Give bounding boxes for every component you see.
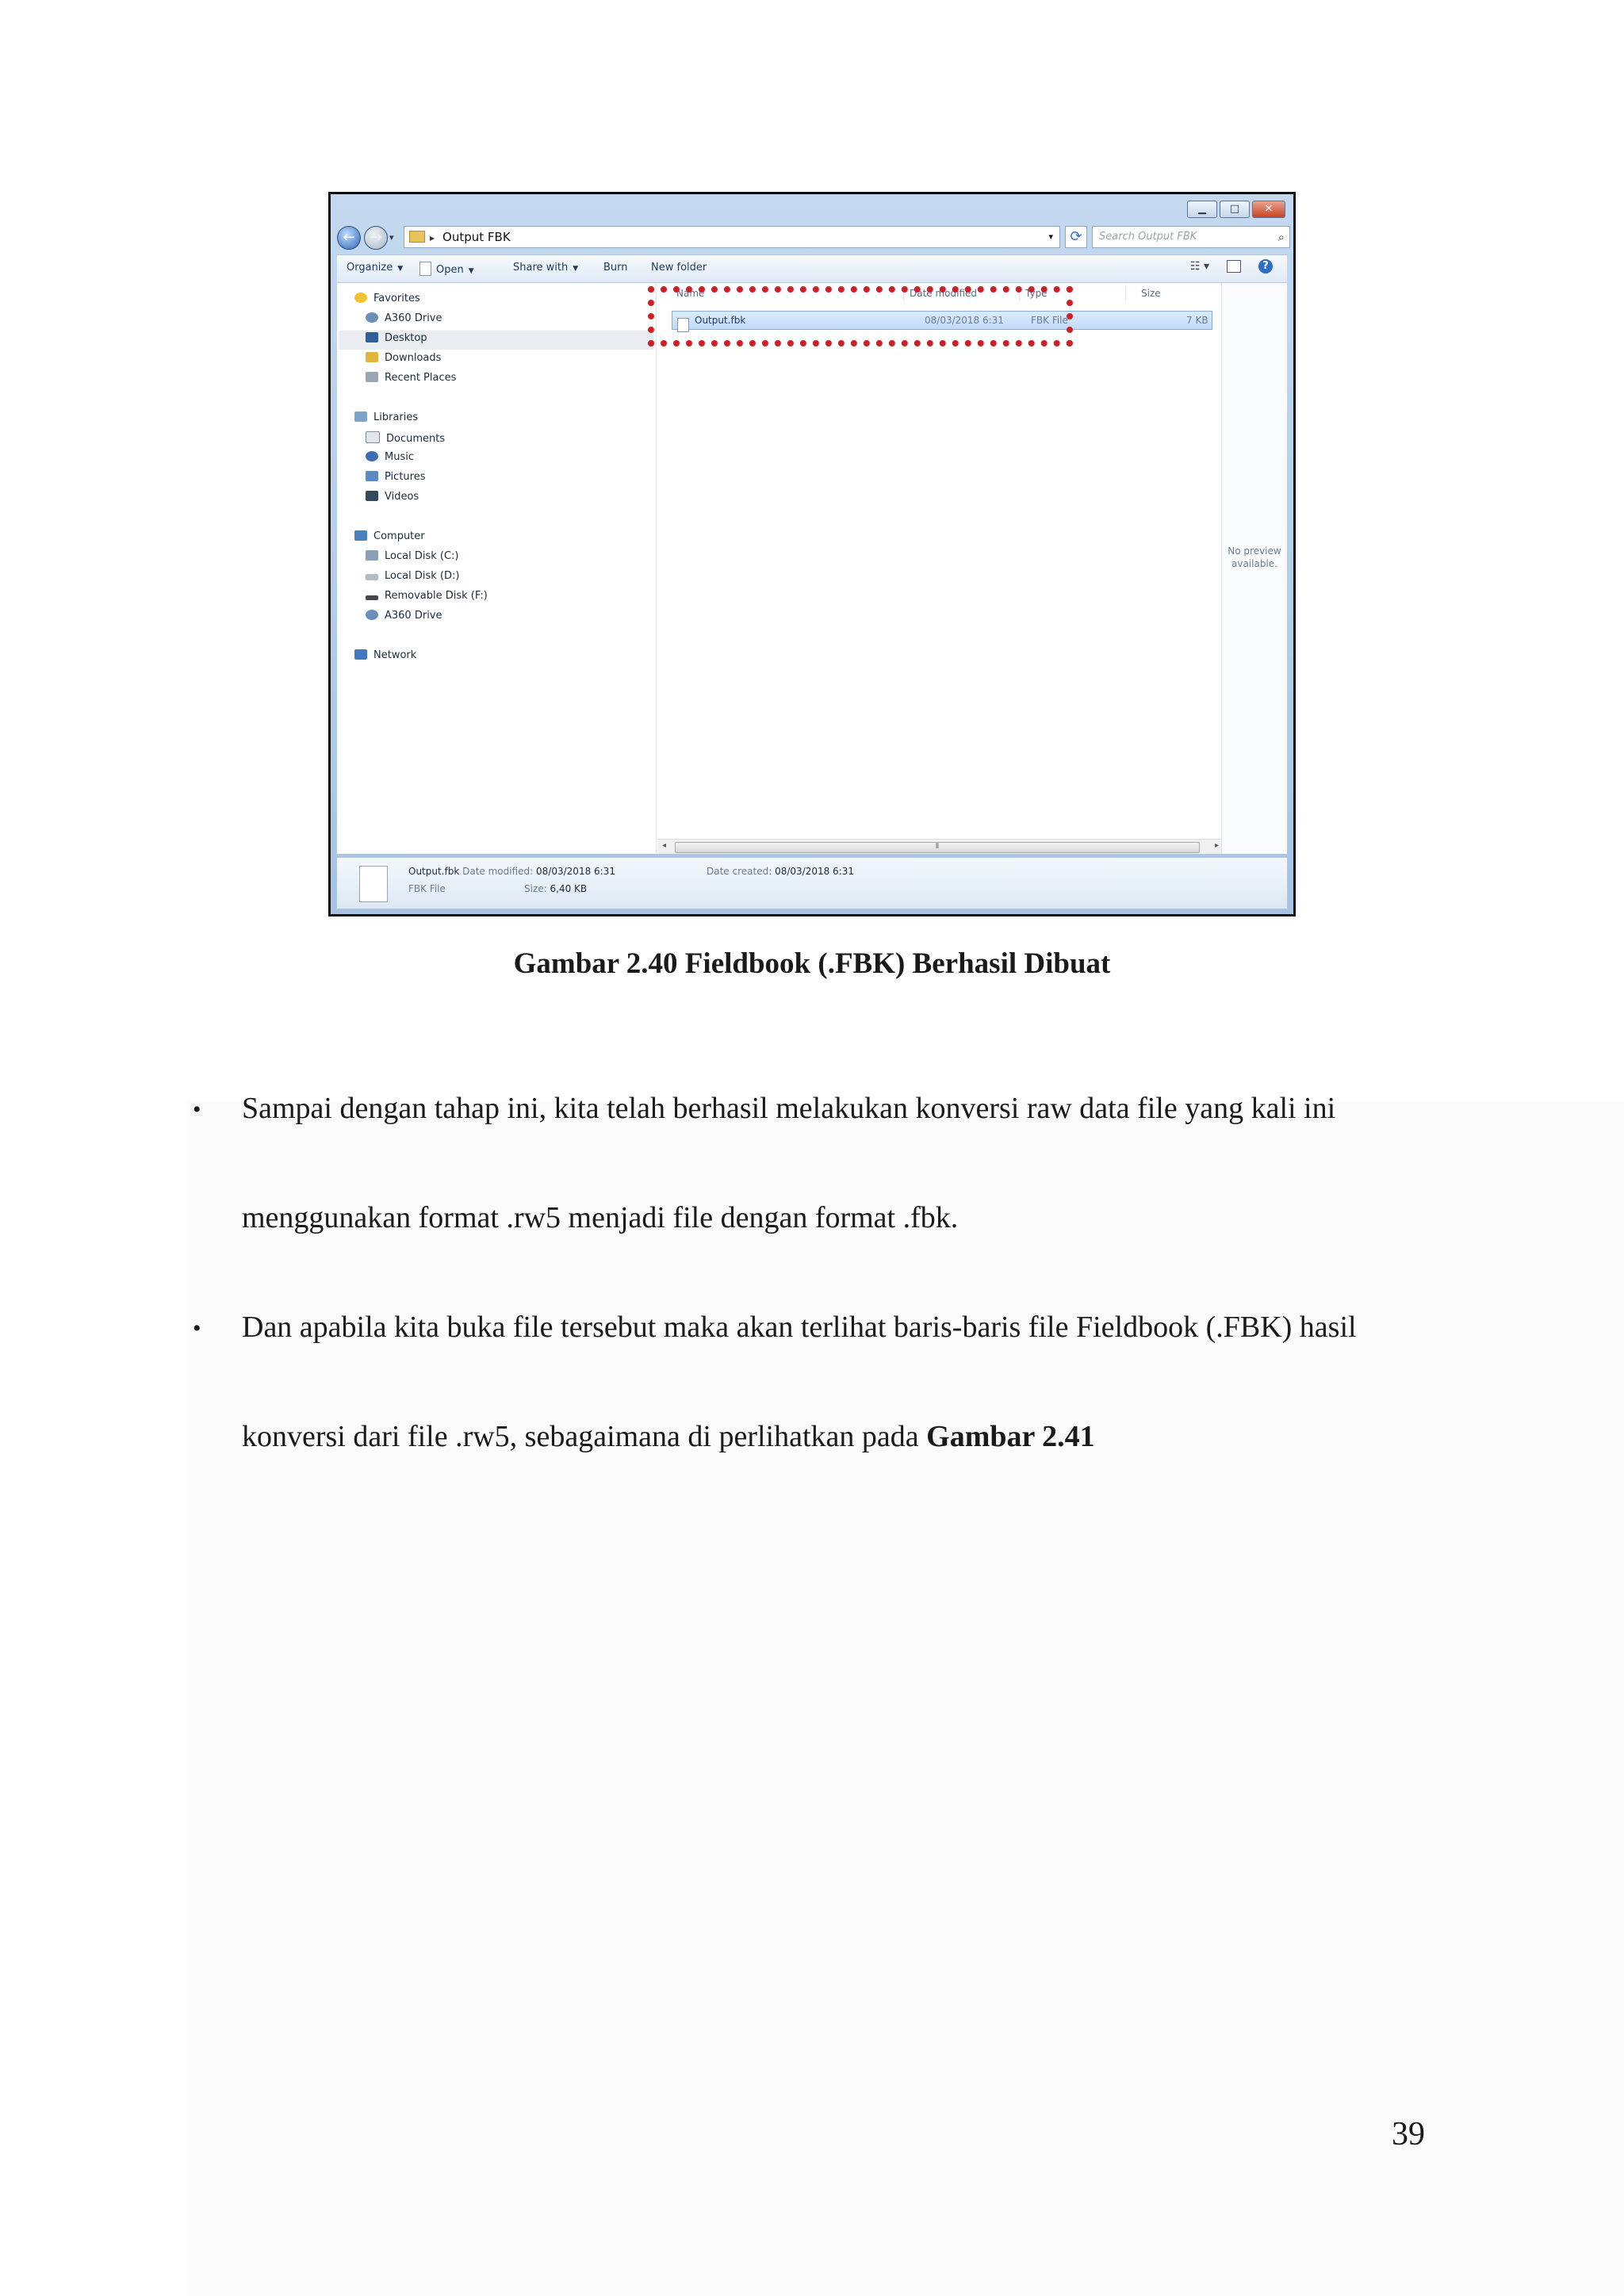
column-header-date-modified[interactable]: Date modified (910, 288, 978, 299)
details-row-1 (408, 866, 615, 877)
help-icon[interactable]: ? (1258, 259, 1273, 274)
file-large-icon (359, 866, 388, 902)
navigation-pane (337, 283, 657, 854)
preview-message (1222, 545, 1287, 570)
libraries-icon (354, 411, 367, 422)
nav-item-local-disk-d[interactable]: Local Disk (D:) (366, 570, 459, 582)
nav-item-local-disk-c[interactable]: Local Disk (C:) (366, 550, 458, 562)
search-input[interactable] (1092, 226, 1290, 248)
nav-item-recent-places[interactable]: Recent Places (366, 372, 456, 384)
document-icon (419, 262, 431, 276)
chevron-down-icon: ▼ (468, 267, 474, 275)
details-pane (337, 857, 1287, 909)
system-drive-icon (366, 550, 378, 561)
explorer-body (337, 283, 1287, 854)
folder-icon (409, 231, 425, 243)
file-name: Output.fbk (695, 315, 746, 326)
close-icon[interactable]: ✕ (1252, 201, 1285, 218)
pictures-icon (366, 471, 378, 481)
command-bar (337, 254, 1287, 283)
view-options-icon[interactable]: ☷ ▾ (1189, 260, 1209, 273)
page-number: 39 (1392, 2116, 1425, 2152)
nav-item-a360-drive-2[interactable]: A360 Drive (366, 610, 442, 622)
bullet-2-line-2 (242, 1419, 1095, 1454)
cloud-drive-icon (366, 312, 378, 323)
new-folder-button[interactable]: New folder (651, 262, 707, 274)
bullet-1-marker: • (193, 1096, 201, 1123)
music-icon (366, 451, 378, 461)
address-row (337, 224, 1287, 251)
minimize-icon[interactable]: ▁ (1187, 201, 1217, 218)
share-with-button[interactable]: Share with ▼ (513, 262, 579, 274)
column-header-size[interactable]: Size (1141, 288, 1161, 299)
nav-item-videos[interactable]: Videos (366, 491, 419, 503)
details-date-modified-value: 08/03/2018 6:31 (536, 866, 615, 877)
file-date-modified: 08/03/2018 6:31 (925, 315, 1004, 326)
window-controls (1187, 201, 1285, 218)
details-date-modified-label: Date modified: (462, 866, 534, 877)
column-divider[interactable] (903, 285, 904, 300)
details-size-label: Size: (524, 883, 547, 894)
search-icon[interactable]: ⌕ (1277, 230, 1285, 244)
scroll-left-icon[interactable]: ◂ (662, 841, 667, 850)
computer-icon (354, 530, 367, 541)
preview-pane (1221, 283, 1287, 854)
chevron-down-icon: ▼ (397, 265, 404, 273)
downloads-folder-icon (366, 352, 378, 362)
column-header-type[interactable]: Type (1025, 288, 1048, 299)
preview-line-2: available. (1231, 558, 1277, 569)
nav-item-documents[interactable]: Documents (366, 431, 445, 445)
bullet-2-marker: • (193, 1315, 201, 1341)
details-date-created-label: Date created: (707, 866, 772, 877)
documents-icon (366, 431, 380, 443)
nav-item-libraries[interactable]: Libraries (354, 411, 418, 423)
explorer-window-screenshot (328, 192, 1296, 916)
scrollbar-thumb[interactable]: ⦀ (675, 842, 1200, 853)
refresh-icon[interactable]: ⟳ (1065, 226, 1087, 248)
address-bar[interactable] (404, 226, 1060, 248)
removable-drive-icon (366, 595, 378, 600)
preview-pane-icon[interactable] (1227, 260, 1241, 273)
figure-reference: Gambar 2.41 (926, 1420, 1095, 1453)
drive-icon (366, 574, 378, 580)
search-placeholder: Search Output FBK (1099, 231, 1197, 243)
nav-item-computer[interactable]: Computer (354, 530, 425, 542)
scroll-right-icon[interactable]: ▸ (1214, 841, 1219, 850)
file-row-selected[interactable] (672, 311, 1212, 330)
cloud-drive-icon (366, 610, 378, 620)
nav-item-desktop[interactable]: Desktop (366, 332, 427, 344)
details-type: FBK File (408, 883, 446, 894)
details-created (707, 866, 854, 877)
figure-caption: Gambar 2.40 Fieldbook (.FBK) Berhasil Dibuat (513, 947, 1111, 980)
back-arrow-icon[interactable]: ← (337, 226, 361, 250)
file-type: FBK File (1031, 315, 1068, 326)
nav-item-pictures[interactable]: Pictures (366, 471, 425, 483)
forward-arrow-icon[interactable]: → (364, 226, 388, 250)
bullet-1-line-1: Sampai dengan tahap ini, kita telah berhasil melakukan konversi raw data file yang kali ini (242, 1092, 1336, 1125)
nav-item-downloads[interactable]: Downloads (366, 352, 441, 364)
details-date-created-value: 08/03/2018 6:31 (775, 866, 855, 877)
videos-icon (366, 491, 378, 501)
nav-item-network[interactable]: Network (354, 649, 416, 661)
history-dropdown-icon[interactable]: ▾ (389, 232, 394, 243)
open-button[interactable]: Open ▼ (419, 262, 474, 276)
bullet-2-line-2-text: konversi dari file .rw5, sebagaimana di perlihatkan pada (242, 1420, 927, 1453)
bullet-1-line-2: menggunakan format .rw5 menjadi file dengan format .fbk. (242, 1201, 959, 1234)
maximize-icon[interactable]: □ (1220, 201, 1250, 218)
column-header-name[interactable]: Name (676, 288, 705, 299)
nav-item-a360-drive[interactable]: A360 Drive (366, 312, 442, 324)
recent-places-icon (366, 372, 378, 382)
preview-line-1: No preview (1228, 545, 1281, 557)
nav-item-favorites[interactable]: Favorites (354, 293, 420, 304)
breadcrumb-separator-icon: ▸ (430, 232, 435, 243)
file-size: 7 KB (1186, 315, 1208, 326)
nav-item-removable-disk-f[interactable]: Removable Disk (F:) (366, 590, 488, 602)
bullet-2-line-1: Dan apabila kita buka file tersebut maka akan terlihat baris-baris file Fieldbook (.FBK) hasil (242, 1311, 1357, 1344)
chevron-down-icon: ▼ (573, 265, 579, 273)
title-bar (331, 194, 1293, 221)
file-list-pane (657, 283, 1224, 854)
horizontal-scrollbar[interactable] (657, 839, 1224, 854)
details-row-2 (408, 883, 446, 894)
details-size-value: 6,40 KB (550, 883, 588, 894)
details-size (524, 883, 587, 894)
address-dropdown-icon[interactable]: ▾ (1048, 232, 1053, 242)
nav-item-music[interactable]: Music (366, 451, 414, 463)
column-divider[interactable] (1019, 285, 1020, 300)
star-icon (354, 293, 367, 303)
column-divider[interactable] (1125, 285, 1126, 300)
desktop-icon (366, 332, 378, 342)
view-controls (1190, 259, 1273, 274)
network-icon (354, 649, 367, 660)
details-filename: Output.fbk (408, 866, 460, 877)
address-path[interactable]: Output FBK (442, 230, 511, 244)
organize-button[interactable]: Organize ▼ (347, 262, 404, 274)
burn-button[interactable]: Burn (603, 262, 628, 274)
